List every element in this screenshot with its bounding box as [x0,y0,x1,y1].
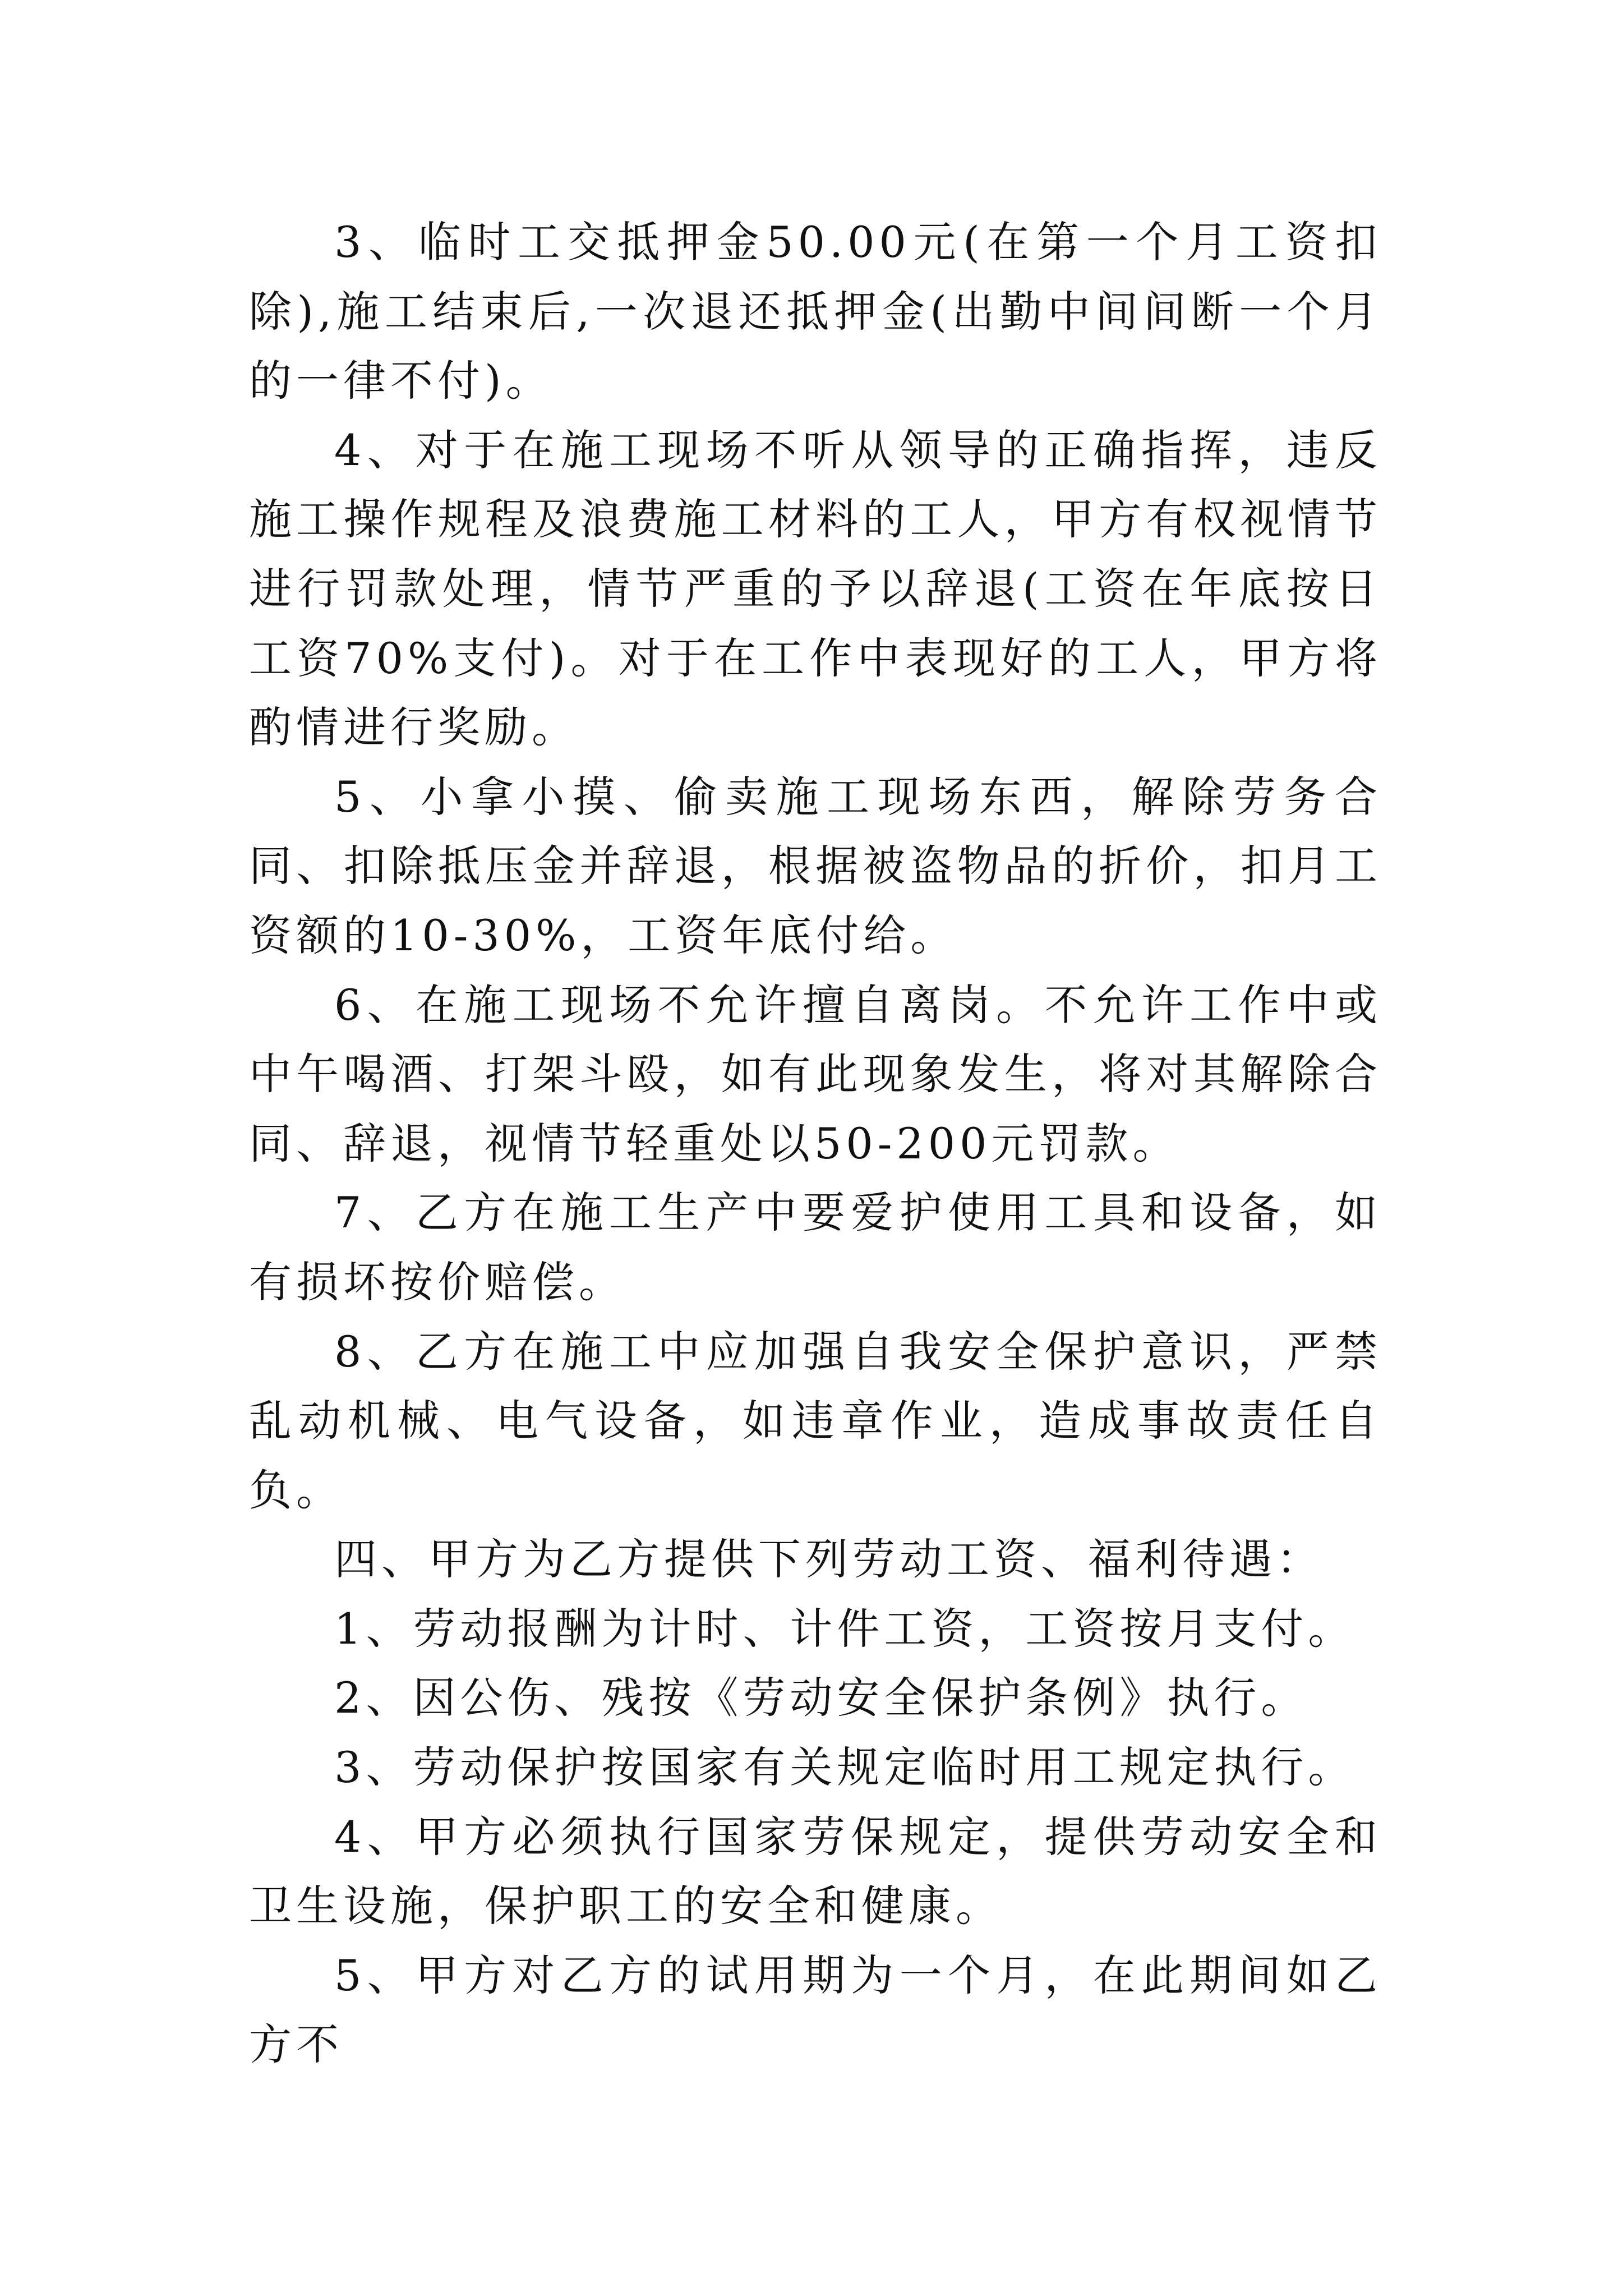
paragraph-penalty-rules: 4、对于在施工现场不听从领导的正确指挥，违反施工操作规程及浪费施工材料的工人，甲方有权视情节进行罚款处理，情节严重的予以辞退(工资在年底按日工资70%支付)。对于在工作中表现好的工人，甲方将酌情进行奖励。 [249,425,1382,753]
paragraph-deposit: 3、临时工交抵押金50.00元(在第一个月工资扣除),施工结束后,一次退还抵押金(出勤中间间断一个月的一律不付)。 [249,217,1382,406]
paragraph-probation: 5、甲方对乙方的试用期为一个月，在此期间如乙方不 [249,1950,1382,2070]
paragraph-absence-rules: 6、在施工现场不允许擅自离岗。不允许工作中或中午喝酒、打架斗殴，如有此现象发生，将对其解除合同、辞退，视情节轻重处以50-200元罚款。 [249,979,1382,1168]
section-heading-wages-benefits: 四、甲方为乙方提供下列劳动工资、福利待遇： [334,1534,1324,1585]
paragraph-safety-facilities: 4、甲方必须执行国家劳保规定，提供劳动安全和卫生设施，保护职工的安全和健康。 [249,1811,1382,1931]
paragraph-equipment-care: 7、乙方在施工生产中要爱护使用工具和设备，如有损坏按价赔偿。 [249,1188,1382,1307]
document-body [249,208,1382,2079]
paragraph-wage-payment: 1、劳动报酬为计时、计件工资，工资按月支付。 [334,1603,1355,1654]
paragraph-safety-awareness: 8、乙方在施工中应加强自我安全保护意识，严禁乱动机械、电气设备，如违章作业，造成事故责任自负。 [249,1326,1382,1515]
paragraph-theft-rules: 5、小拿小摸、偷卖施工现场东西，解除劳务合同、扣除抵压金并辞退，根据被盗物品的折价，扣月工资额的10-30%，工资年底付给。 [249,771,1382,960]
paragraph-labor-protection: 3、劳动保护按国家有关规定临时用工规定执行。 [334,1742,1355,1793]
paragraph-injury: 2、因公伤、残按《劳动安全保护条例》执行。 [334,1673,1308,1723]
